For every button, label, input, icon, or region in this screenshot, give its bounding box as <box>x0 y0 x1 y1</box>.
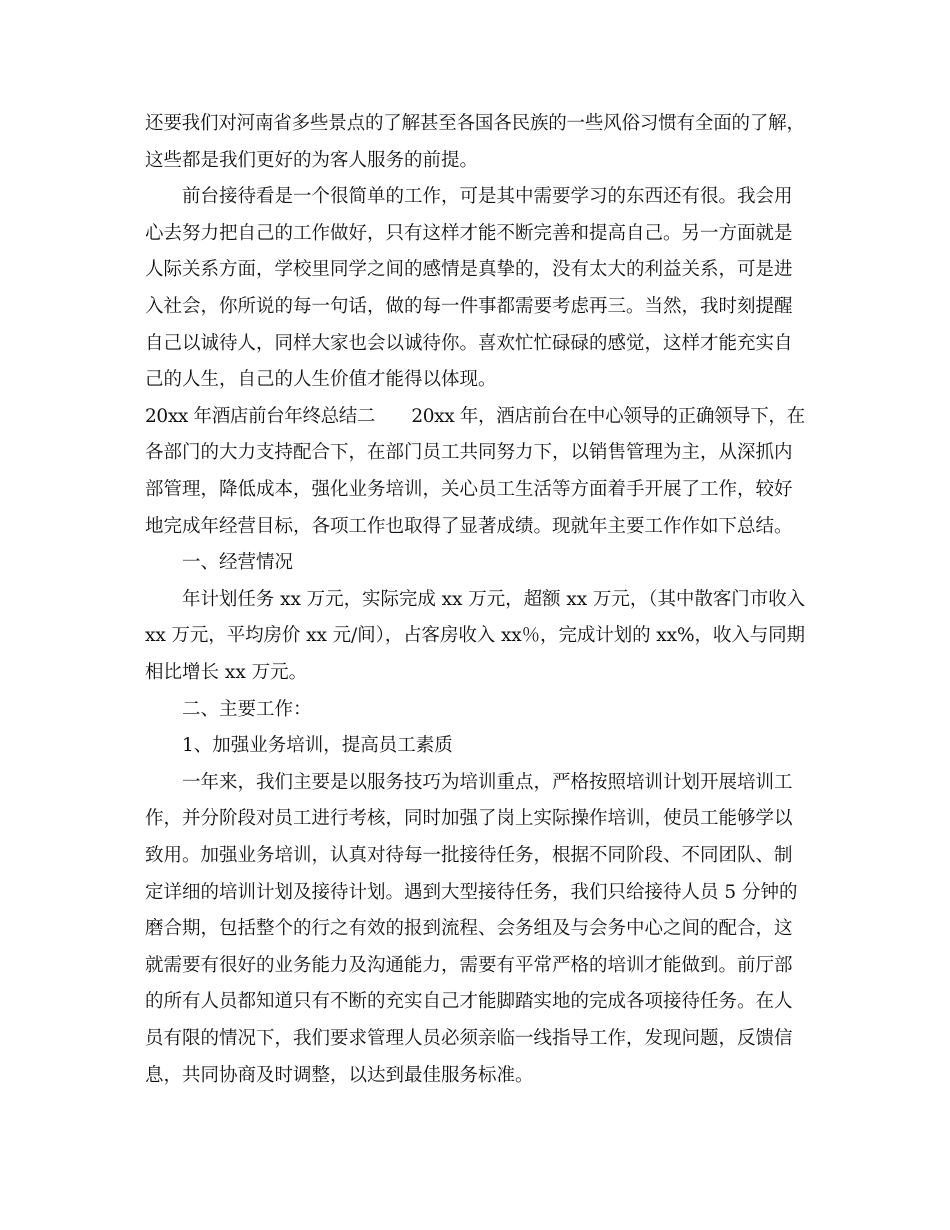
text-line: 息，共同协商及时调整，以达到最佳服务标准。 <box>145 1064 534 1086</box>
text-line: 各部门的大力支持配合下，在部门员工共同努力下，以销售管理为主，从深抓内 <box>145 442 793 464</box>
text-line: 1、加强业务培训，提高员工素质 <box>182 735 453 757</box>
text-line: 的所有人员都知道只有不断的充实自己才能脚踏实地的完成各项接待任务。在人 <box>145 991 793 1013</box>
text-line: 心去努力把自己的工作做好，只有这样才能不断完善和提高自己。另一方面就是 <box>145 222 793 244</box>
text-line: 部管理，降低成本，强化业务培训，关心员工生活等方面着手开展了工作，较好 <box>145 479 793 500</box>
text-line: 二、主要工作： <box>182 698 312 720</box>
text-line: 相比增长 xx 万元。 <box>145 662 308 683</box>
text-line: 己的人生，自己的人生价值才能得以体现。 <box>145 369 497 391</box>
text-line: 前台接待看是一个很简单的工作，可是其中需要学习的东西还有很。我会用 <box>182 186 793 208</box>
text-line: 还要我们对河南省多些景点的了解甚至各国各民族的一些风俗习惯有全面的了解， <box>145 113 805 134</box>
text-line: xx 万元，平均房价 xx 元/间），占客房收入 xx％，完成计划的 xx%，收入与同期 <box>145 625 805 647</box>
text-line: 员有限的情况下，我们要求管理人员必须亲临一线指导工作，发现问题，反馈信 <box>145 1028 793 1049</box>
text-line: 作，并分阶段对员工进行考核，同时加强了岗上实际操作培训，使员工能够学以 <box>145 808 793 830</box>
text-line: 入社会，你所说的每一句话，做的每一件事都需要考虑再三。当然，我时刻提醒 <box>145 296 793 317</box>
text-line: 地完成年经营目标，各项工作也取得了显著成绩。现就年主要工作作如下总结。 <box>145 515 793 537</box>
text-line: 人际关系方面，学校里同学之间的感情是真挚的，没有太大的利益关系，可是进 <box>145 259 793 281</box>
text-line: 年计划任务 xx 万元，实际完成 xx 万元，超额 xx 万元，（其中散客门市收入 <box>182 588 806 610</box>
text-line: 这些都是我们更好的为客人服务的前提。 <box>145 149 479 171</box>
text-line: 自己以诚待人，同样大家也会以诚待你。喜欢忙忙碌碌的感觉，这样才能充实自 <box>145 332 793 354</box>
text-line: 定详细的培训计划及接待计划。遇到大型接待任务，我们只给接待人员 5 分钟的 <box>145 881 798 903</box>
text-line: 一年来，我们主要是以服务技巧为培训重点，严格按照培训计划开展培训工 <box>182 771 793 793</box>
text-line: 一、经营情况 <box>182 552 294 574</box>
text-line: 20xx 年酒店前台年终总结二 20xx 年，酒店前台在中心领导的正确领导下，在 <box>145 405 805 427</box>
text-line: 就需要有很好的业务能力及沟通能力，需要有平常严格的培训才能做到。前厅部 <box>145 954 793 976</box>
text-line: 磨合期，包括整个的行之有效的报到流程、会务组及与会务中心之间的配合，这 <box>145 918 793 940</box>
text-line: 致用。加强业务培训，认真对待每一批接待任务，根据不同阶段、不同团队、制 <box>145 845 793 866</box>
